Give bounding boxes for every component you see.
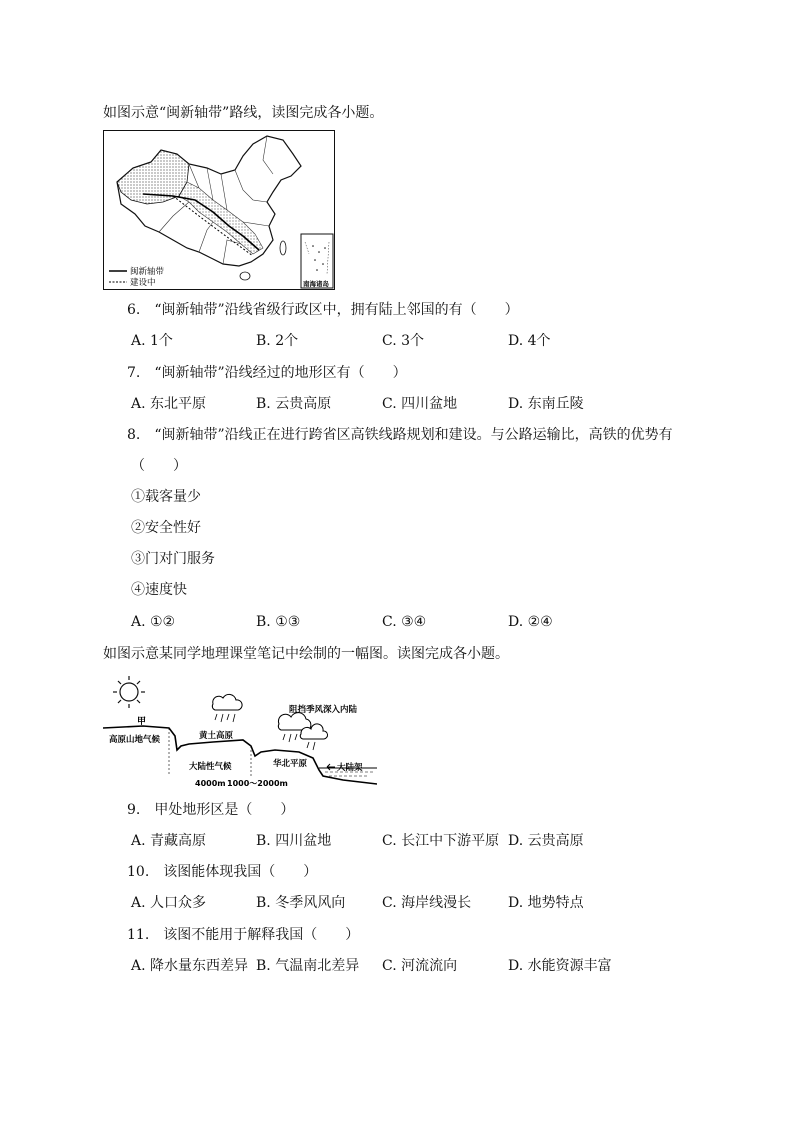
q10-option-d[interactable]: D. 地势特点: [508, 895, 584, 911]
q9-option-d[interactable]: D. 云贵高原: [508, 833, 584, 849]
q10-option-b[interactable]: B. 冬季风风向: [256, 895, 346, 911]
legend-label-2: 建设中: [130, 278, 156, 288]
terrain-profile-figure: [103, 672, 377, 790]
q8-statement-4: ④速度快: [131, 582, 187, 598]
q9-option-b[interactable]: B. 四川盆地: [256, 833, 332, 849]
q8-statement-3: ③门对门服务: [131, 551, 215, 567]
intro-text-1: 如图示意“闽新轴带”路线，读图完成各小题。: [103, 105, 384, 121]
china-map-svg: [103, 130, 335, 290]
q9-option-c[interactable]: C. 长江中下游平原: [382, 833, 500, 849]
q9-stem: 9. 甲处地形区是（ ）: [127, 802, 295, 818]
intro-text-2: 如图示意某同学地理课堂笔记中绘制的一幅图。读图完成各小题。: [103, 646, 509, 662]
label-highland-climate: 高原山地气候: [109, 735, 161, 745]
q7-option-a[interactable]: A. 东北平原: [131, 396, 207, 412]
q6-stem: 6. “闽新轴带”沿线省级行政区中，拥有陆上邻国的有（ ）: [127, 302, 519, 318]
q10-stem: 10. 该图能体现我国（ ）: [127, 864, 318, 880]
q7-option-c[interactable]: C. 四川盆地: [382, 396, 458, 412]
label-block-monsoon: 阻挡季风深入内陆: [289, 705, 358, 715]
q8-stem-bracket: （ ）: [131, 458, 187, 474]
sun-icon: [113, 676, 145, 708]
label-north-china-plain: 华北平原: [273, 759, 308, 769]
q8-statement-1: ①载客量少: [131, 489, 201, 505]
q8-option-b[interactable]: B. ①③: [256, 614, 301, 630]
q6-option-d[interactable]: D. 4个: [508, 333, 551, 349]
label-loess-plateau: 黄土高原: [199, 731, 234, 741]
q10-option-c[interactable]: C. 海岸线漫长: [382, 895, 472, 911]
q10-option-a[interactable]: A. 人口众多: [131, 895, 207, 911]
inset-label: 南海诸岛: [303, 280, 329, 288]
q8-stem: 8. “闽新轴带”沿线正在进行跨省区高铁线路规划和建设。与公路运输比，高铁的优势有: [127, 427, 673, 443]
q7-option-b[interactable]: B. 云贵高原: [256, 396, 332, 412]
label-4000m: 4000m: [195, 779, 226, 788]
q7-stem: 7. “闽新轴带”沿线经过的地形区有（ ）: [127, 365, 407, 381]
label-1000-2000m: 1000～2000m: [227, 779, 288, 788]
q11-option-d[interactable]: D. 水能资源丰富: [508, 958, 612, 974]
q8-option-a[interactable]: A. ①②: [131, 614, 176, 630]
china-map-figure: [103, 130, 335, 290]
terrain-profile-svg: [103, 672, 377, 790]
rain-cloud-icon-2: [278, 713, 327, 739]
q11-option-b[interactable]: B. 气温南北差异: [256, 958, 360, 974]
label-continental-shelf: 大陆架: [337, 763, 363, 773]
q6-option-a[interactable]: A. 1个: [131, 333, 173, 349]
label-continental-climate: 大陆性气候: [189, 762, 232, 772]
q8-option-c[interactable]: C. ③④: [382, 614, 427, 630]
q8-option-d[interactable]: D. ②④: [508, 614, 553, 630]
rain-cloud-icon-1: [212, 694, 242, 710]
q6-option-c[interactable]: C. 3个: [382, 333, 425, 349]
legend-label-1: 闽新轴带: [130, 267, 165, 277]
label-jia: 甲: [137, 717, 147, 727]
q6-option-b[interactable]: B. 2个: [256, 333, 299, 349]
q8-statement-2: ②安全性好: [131, 520, 201, 536]
q9-option-a[interactable]: A. 青藏高原: [131, 833, 207, 849]
q11-stem: 11. 该图不能用于解释我国（ ）: [127, 927, 360, 943]
q7-option-d[interactable]: D. 东南丘陵: [508, 396, 584, 412]
q11-option-a[interactable]: A. 降水量东西差异: [131, 958, 249, 974]
q11-option-c[interactable]: C. 河流流向: [382, 958, 458, 974]
